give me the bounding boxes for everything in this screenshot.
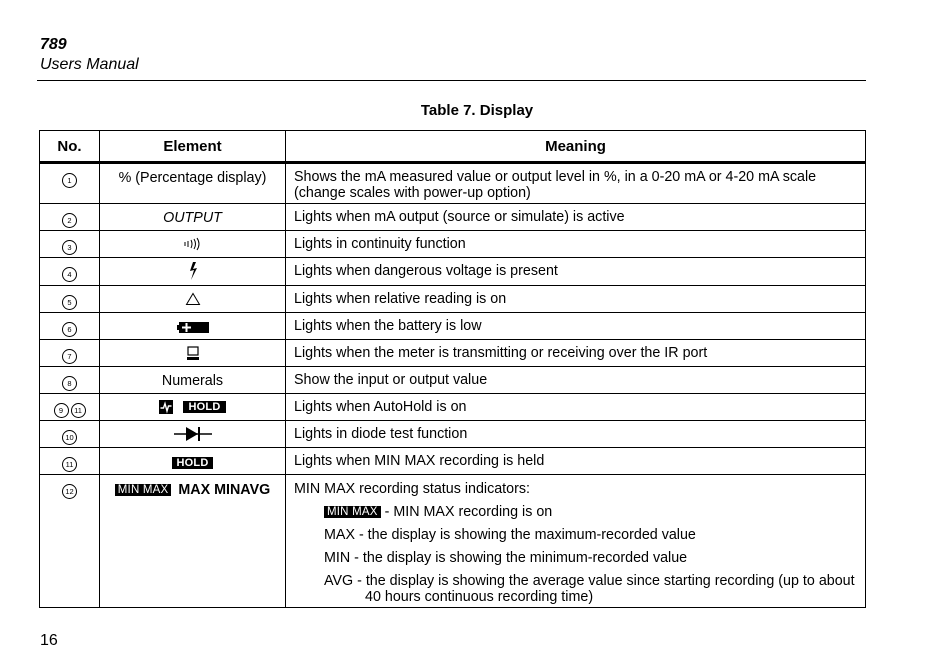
- min-description: MIN - the display is showing the minimum-recorded value: [324, 550, 688, 566]
- meaning-cell: Shows the mA measured value or output level in %, in a 0-20 mA or 4-20 mA scale (change scales with power-up option): [286, 163, 866, 204]
- callout-number: 4: [62, 267, 77, 282]
- battery-icon: [177, 321, 209, 333]
- meaning-cell: Lights when dangerous voltage is present: [286, 258, 866, 286]
- callout-number: 6: [62, 322, 77, 337]
- element-cell: [100, 448, 286, 475]
- hold-badge: HOLD: [183, 401, 227, 413]
- meaning-cell: Lights in diode test function: [286, 421, 866, 448]
- callout-number: 11: [62, 457, 77, 472]
- element-text: % (Percentage display): [118, 170, 267, 186]
- row-number-cell: [40, 258, 100, 286]
- table-row: [40, 163, 866, 204]
- element-cell: [100, 421, 286, 448]
- callout-number: 1: [62, 173, 77, 188]
- min-max-badge: MIN MAX: [324, 506, 381, 518]
- computer-icon: [186, 346, 200, 361]
- element-cell: [100, 231, 286, 258]
- meaning-cell: Lights when AutoHold is on: [286, 394, 866, 421]
- element-cell: [100, 258, 286, 286]
- max-min-avg-label: MAX MINAVG: [178, 482, 271, 498]
- element-cell: [100, 286, 286, 313]
- element-cell: [100, 475, 286, 608]
- min-max-badge: MIN MAX: [115, 484, 172, 496]
- callout-number: 5: [62, 295, 77, 310]
- callout-number: 3: [62, 240, 77, 255]
- meaning-cell: Lights when the meter is transmitting or receiving over the IR port: [286, 340, 866, 367]
- autohold-icon: [159, 400, 173, 414]
- page-number: 16: [40, 632, 58, 649]
- element-cell: [100, 204, 286, 231]
- table-caption: Table 7. Display: [420, 102, 534, 119]
- callout-number: 10: [62, 430, 77, 445]
- table-row: [40, 448, 866, 475]
- minmax-intro-text: MIN MAX recording status indicators:: [294, 481, 530, 497]
- row-number-cell: [40, 421, 100, 448]
- row-number-cell: [40, 231, 100, 258]
- element-cell: [100, 313, 286, 340]
- element-cell: [100, 340, 286, 367]
- row-number-cell: [40, 340, 100, 367]
- callout-number: 12: [62, 484, 77, 499]
- diode-icon: [174, 426, 212, 442]
- element-cell: [100, 367, 286, 394]
- callout-number: 8: [62, 376, 77, 391]
- table-row: [40, 340, 866, 367]
- callout-number: 2: [62, 213, 77, 228]
- table-row: [40, 204, 866, 231]
- table-row: [40, 313, 866, 340]
- meaning-cell: Lights when MIN MAX recording is held: [286, 448, 866, 475]
- callout-number: 11: [71, 403, 86, 418]
- header-rule: [37, 80, 866, 81]
- lightning-bolt-icon: [187, 261, 199, 281]
- table-row: [40, 286, 866, 313]
- meaning-cell: Lights when mA output (source or simulate) is active: [286, 204, 866, 231]
- callout-number: 7: [62, 349, 77, 364]
- row-number-cell: [40, 313, 100, 340]
- meaning-cell: Show the input or output value: [286, 367, 866, 394]
- hold-badge: HOLD: [172, 457, 214, 469]
- row-number-cell: [40, 475, 100, 608]
- minmax-on-text: - MIN MAX recording is on: [380, 504, 553, 520]
- table-row: [40, 421, 866, 448]
- row-number-cell: [40, 448, 100, 475]
- row-number-cell: [40, 367, 100, 394]
- row-number-cell: [40, 163, 100, 204]
- element-text: Numerals: [161, 373, 224, 389]
- table-row: [40, 394, 866, 421]
- element-cell: [100, 394, 286, 421]
- document-model: 789: [40, 36, 67, 53]
- continuity-icon: [183, 237, 203, 251]
- table-row: [40, 231, 866, 258]
- avg-description: AVG - the display is showing the average value since starting recording (up to about 40 hours continuous recording time): [324, 573, 855, 605]
- minmax-on-line: [294, 504, 857, 520]
- column-header-element: Element: [100, 131, 286, 163]
- element-cell: [100, 163, 286, 204]
- row-number-cell: [40, 286, 100, 313]
- table-row: [40, 258, 866, 286]
- display-table: [39, 130, 866, 608]
- meaning-cell: Lights in continuity function: [286, 231, 866, 258]
- column-header-no: No.: [40, 131, 100, 163]
- column-header-meaning: Meaning: [286, 131, 866, 163]
- table-header-row: [40, 131, 866, 163]
- row-number-cell: [40, 394, 100, 421]
- callout-number: 9: [54, 403, 69, 418]
- document-title: Users Manual: [40, 56, 139, 73]
- row-number-cell: [40, 204, 100, 231]
- delta-triangle-icon: [185, 292, 201, 306]
- meaning-cell: Lights when the battery is low: [286, 313, 866, 340]
- meaning-cell: [286, 475, 866, 608]
- max-description: MAX - the display is showing the maximum-recorded value: [324, 527, 696, 543]
- table-row: [40, 367, 866, 394]
- meaning-cell: Lights when relative reading is on: [286, 286, 866, 313]
- element-text: OUTPUT: [163, 210, 222, 226]
- table-row: [40, 475, 866, 608]
